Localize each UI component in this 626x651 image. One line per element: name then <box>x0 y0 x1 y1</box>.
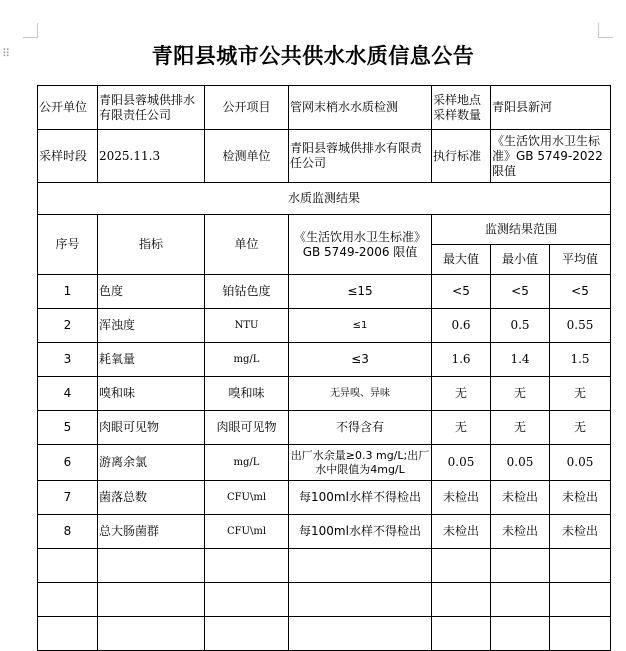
cell-item: 浑浊度 <box>98 309 205 343</box>
cell-standard: ≤3 <box>289 343 432 377</box>
cell-avg: 无 <box>550 411 611 445</box>
cell-unit: 铂钴色度 <box>205 275 289 309</box>
water-quality-table <box>37 85 611 651</box>
cell-min: 0.5 <box>491 309 550 343</box>
info-value: 青阳县新河 <box>491 86 611 130</box>
cell-avg: 1.5 <box>550 343 611 377</box>
cell-standard: ≤15 <box>289 275 432 309</box>
cell-seq: 5 <box>38 411 98 445</box>
header-row <box>38 215 611 245</box>
empty-cell <box>491 617 550 651</box>
empty-cell <box>289 617 432 651</box>
cell-seq: 8 <box>38 515 98 549</box>
table-row <box>38 515 611 549</box>
cell-max: 1.6 <box>432 343 491 377</box>
cell-avg: 未检出 <box>550 481 611 515</box>
cell-unit: CFU\ml <box>205 481 289 515</box>
empty-cell <box>550 583 611 617</box>
cell-item: 耗氧量 <box>98 343 205 377</box>
table-row <box>38 445 611 481</box>
cell-standard: 每100ml水样不得检出 <box>289 481 432 515</box>
cell-avg: 未检出 <box>550 515 611 549</box>
info-label: 检测单位 <box>205 130 289 183</box>
empty-row <box>38 617 611 651</box>
empty-cell <box>491 583 550 617</box>
cell-unit: mg/L <box>205 445 289 481</box>
empty-cell <box>38 617 98 651</box>
info-value: 《生活饮用水卫生标准》GB 5749-2022 限值 <box>491 130 611 183</box>
empty-cell <box>205 617 289 651</box>
cell-max: 无 <box>432 411 491 445</box>
empty-cell <box>432 583 491 617</box>
table-row <box>38 481 611 515</box>
header-min: 最小值 <box>491 245 550 275</box>
cell-item: 色度 <box>98 275 205 309</box>
page-corner-mark <box>23 23 38 38</box>
table-row <box>38 275 611 309</box>
info-value: 青阳县蓉城供排水有限责任公司 <box>289 130 432 183</box>
header-standard: 《生活饮用水卫生标准》GB 5749-2006 限值 <box>289 215 432 275</box>
empty-cell <box>432 617 491 651</box>
info-label: 采样地点采样数量 <box>432 86 491 130</box>
empty-cell <box>98 583 205 617</box>
empty-cell <box>98 549 205 583</box>
cell-unit: NTU <box>205 309 289 343</box>
info-value: 青阳县蓉城供排水有限责任公司 <box>98 86 205 130</box>
info-value: 管网末梢水水质检测 <box>289 86 432 130</box>
info-label: 公开单位 <box>38 86 98 130</box>
cell-item: 游离余氯 <box>98 445 205 481</box>
empty-cell <box>550 617 611 651</box>
empty-cell <box>38 583 98 617</box>
info-value: 2025.11.3 <box>98 130 205 183</box>
cell-min: 1.4 <box>491 343 550 377</box>
section-title-row <box>38 183 611 215</box>
empty-cell <box>205 583 289 617</box>
empty-cell <box>289 583 432 617</box>
cell-seq: 6 <box>38 445 98 481</box>
section-title: 水质监测结果 <box>38 183 611 215</box>
cell-avg: <5 <box>550 275 611 309</box>
cell-unit: 肉眼可见物 <box>205 411 289 445</box>
cell-max: 未检出 <box>432 481 491 515</box>
cell-standard: 每100ml水样不得检出 <box>289 515 432 549</box>
cell-standard: 不得含有 <box>289 411 432 445</box>
header-unit: 单位 <box>205 215 289 275</box>
cell-standard: 出厂水余量≥0.3 mg/L;出厂水中限值为4mg/L <box>289 445 432 481</box>
table-drag-handle-icon[interactable]: ⠿ <box>2 47 12 60</box>
cell-min: 无 <box>491 411 550 445</box>
cell-seq: 7 <box>38 481 98 515</box>
cell-item: 菌落总数 <box>98 481 205 515</box>
cell-min: 未检出 <box>491 481 550 515</box>
cell-max: 0.05 <box>432 445 491 481</box>
header-range: 监测结果范围 <box>432 215 611 245</box>
info-label: 执行标准 <box>432 130 491 183</box>
empty-cell <box>491 549 550 583</box>
empty-cell <box>289 549 432 583</box>
cell-seq: 1 <box>38 275 98 309</box>
info-label: 公开项目 <box>205 86 289 130</box>
table-row <box>38 309 611 343</box>
cell-max: 无 <box>432 377 491 411</box>
header-avg: 平均值 <box>550 245 611 275</box>
cell-seq: 4 <box>38 377 98 411</box>
cell-min: 未检出 <box>491 515 550 549</box>
cell-unit: mg/L <box>205 343 289 377</box>
cell-unit: CFU\ml <box>205 515 289 549</box>
cell-min: <5 <box>491 275 550 309</box>
cell-max: <5 <box>432 275 491 309</box>
header-item: 指标 <box>98 215 205 275</box>
cell-item: 总大肠菌群 <box>98 515 205 549</box>
empty-cell <box>205 549 289 583</box>
info-row <box>38 130 611 183</box>
header-max: 最大值 <box>432 245 491 275</box>
empty-row <box>38 549 611 583</box>
cell-avg: 0.05 <box>550 445 611 481</box>
header-seq: 序号 <box>38 215 98 275</box>
cell-max: 0.6 <box>432 309 491 343</box>
cell-seq: 3 <box>38 343 98 377</box>
cell-unit: 嗅和味 <box>205 377 289 411</box>
cell-avg: 0.55 <box>550 309 611 343</box>
cell-item: 肉眼可见物 <box>98 411 205 445</box>
empty-cell <box>98 617 205 651</box>
cell-item: 嗅和味 <box>98 377 205 411</box>
empty-row <box>38 583 611 617</box>
info-label: 采样时段 <box>38 130 98 183</box>
document-title: 青阳县城市公共供水水质信息公告 <box>151 44 475 68</box>
page-corner-mark <box>598 23 613 38</box>
cell-seq: 2 <box>38 309 98 343</box>
cell-standard: 无异嗅、异味 <box>289 377 432 411</box>
empty-cell <box>432 549 491 583</box>
empty-cell <box>38 549 98 583</box>
table-row <box>38 377 611 411</box>
table-row <box>38 411 611 445</box>
cell-standard: ≤1 <box>289 309 432 343</box>
cell-min: 无 <box>491 377 550 411</box>
info-row <box>38 86 611 130</box>
cell-min: 0.05 <box>491 445 550 481</box>
empty-cell <box>550 549 611 583</box>
cell-avg: 无 <box>550 377 611 411</box>
table-row <box>38 343 611 377</box>
cell-max: 未检出 <box>432 515 491 549</box>
